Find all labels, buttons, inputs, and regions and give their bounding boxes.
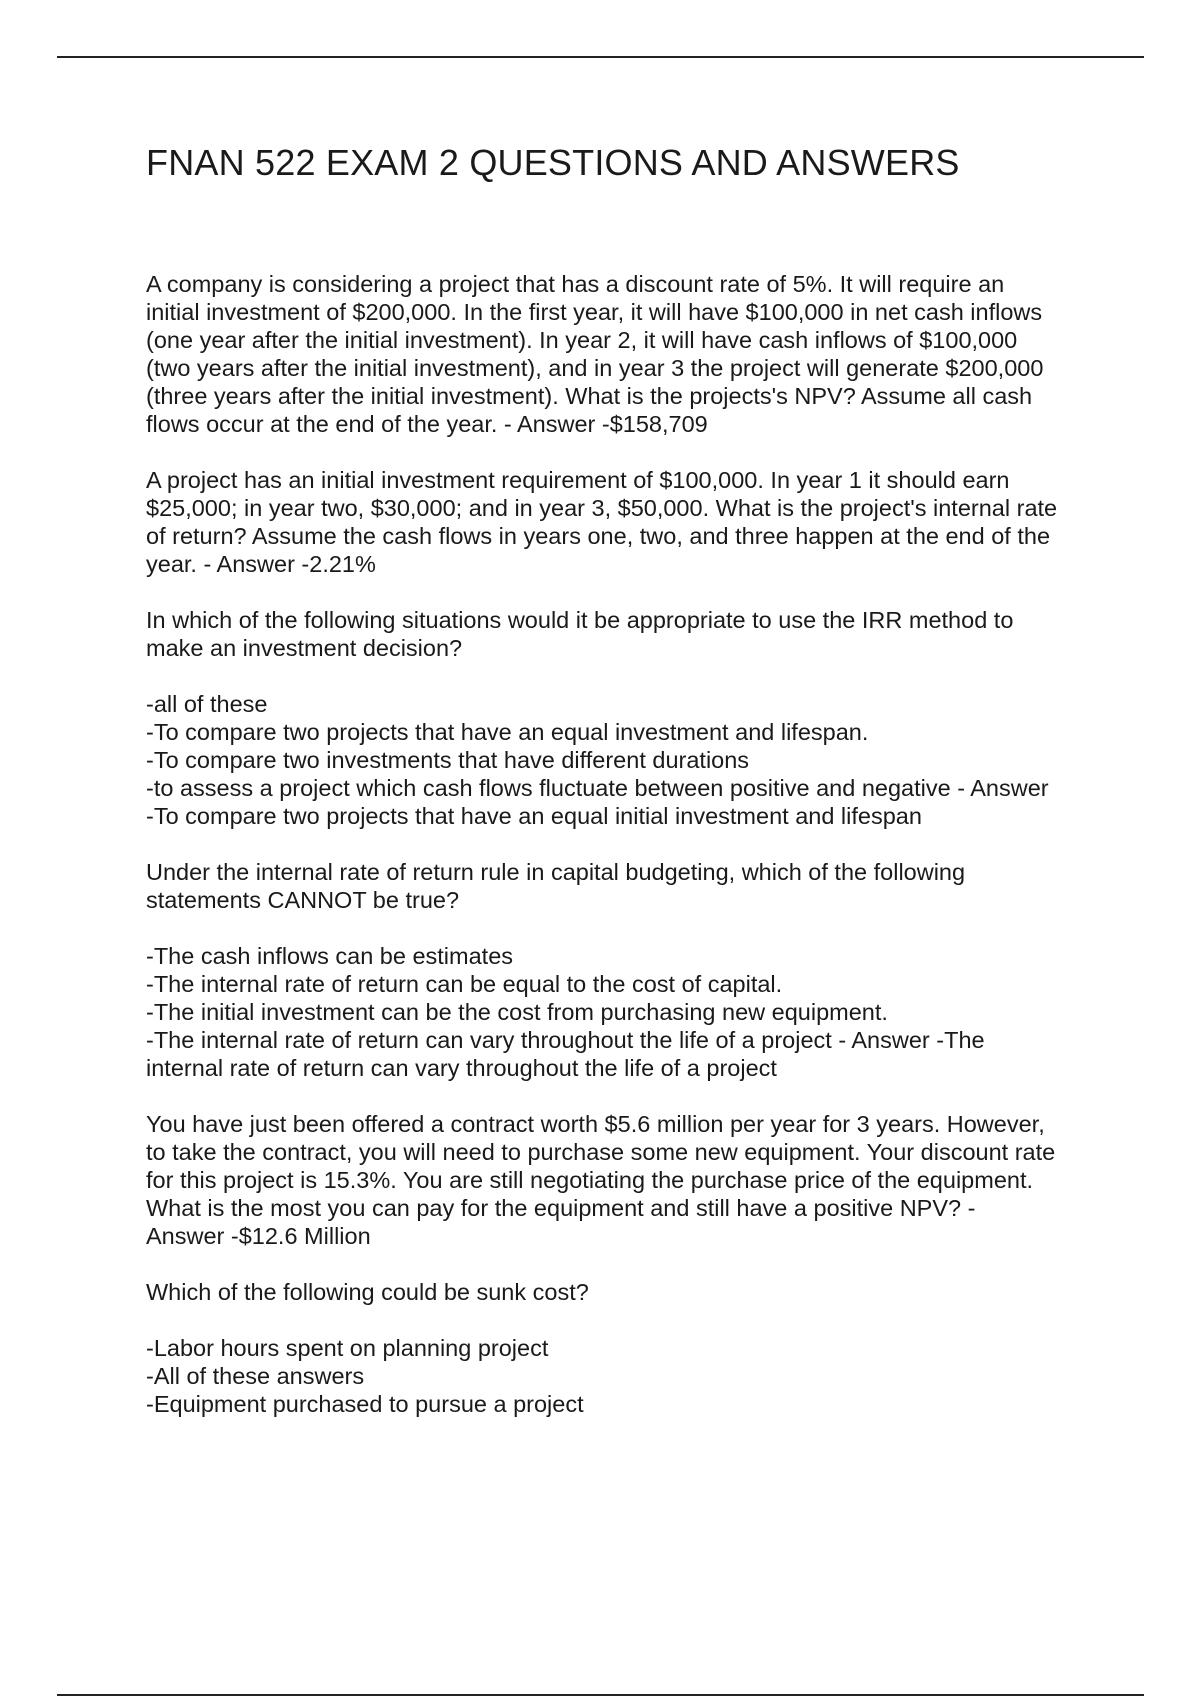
text-line: (three years after the initial investment). What is the projects's NPV? Assume all cash bbox=[146, 383, 1033, 409]
option-line: -To compare two investments that have different durations bbox=[146, 747, 750, 773]
text-line: year. - Answer -2.21% bbox=[146, 551, 376, 577]
question-irr bbox=[146, 466, 1106, 578]
option-line: -The internal rate of return can vary throughout the life of a project - Answer -The bbox=[146, 1027, 985, 1053]
text-line: statements CANNOT be true? bbox=[146, 887, 460, 913]
page-title: FNAN 522 EXAM 2 QUESTIONS AND ANSWERS bbox=[146, 142, 960, 183]
text-line: (two years after the initial investment), and in year 3 the project will generate $200,000 bbox=[146, 355, 1044, 381]
text-line: Which of the following could be sunk cost? bbox=[146, 1279, 589, 1305]
option-line: -all of these bbox=[146, 691, 268, 717]
question-sunk-cost bbox=[146, 1278, 1106, 1306]
option-line: -To compare two projects that have an equal investment and lifespan. bbox=[146, 719, 869, 745]
text-line: Under the internal rate of return rule in capital budgeting, which of the following bbox=[146, 859, 966, 885]
text-line: initial investment of $200,000. In the first year, it will have $100,000 in net cash inflows bbox=[146, 299, 1043, 325]
text-line: A company is considering a project that has a discount rate of 5%. It will require an bbox=[146, 271, 1005, 297]
text-line: A project has an initial investment requirement of $100,000. In year 1 it should earn bbox=[146, 467, 1010, 493]
text-line: make an investment decision? bbox=[146, 635, 463, 661]
options-irr-situations bbox=[146, 690, 1106, 830]
text-line: Answer -$12.6 Million bbox=[146, 1223, 371, 1249]
option-line: -Equipment purchased to pursue a project bbox=[146, 1391, 584, 1417]
option-line: -The cash inflows can be estimates bbox=[146, 943, 514, 969]
question-contract bbox=[146, 1110, 1106, 1250]
text-line: You have just been offered a contract worth $5.6 million per year for 3 years. However, bbox=[146, 1111, 1045, 1137]
question-irr-rule bbox=[146, 858, 1106, 914]
option-line: -To compare two projects that have an equal initial investment and lifespan bbox=[146, 803, 922, 829]
text-line: (one year after the initial investment). In year 2, it will have cash inflows of $100,000 bbox=[146, 327, 1018, 353]
question-irr-situations bbox=[146, 606, 1106, 662]
options-irr-rule bbox=[146, 942, 1106, 1082]
text-line: of return? Assume the cash flows in years one, two, and three happen at the end of the bbox=[146, 523, 1051, 549]
text-line: What is the most you can pay for the equipment and still have a positive NPV? - bbox=[146, 1195, 976, 1221]
bottom-rule bbox=[57, 1694, 1144, 1696]
text-line: to take the contract, you will need to purchase some new equipment. Your discount rate bbox=[146, 1139, 1056, 1165]
option-line: internal rate of return can vary throughout the life of a project bbox=[146, 1055, 777, 1081]
text-line: $25,000; in year two, $30,000; and in year 3, $50,000. What is the project's internal rate bbox=[146, 495, 1058, 521]
text-line: for this project is 15.3%. You are still negotiating the purchase price of the equipment. bbox=[146, 1167, 1034, 1193]
option-line: -All of these answers bbox=[146, 1363, 365, 1389]
options-sunk-cost bbox=[146, 1334, 1106, 1418]
text-line: flows occur at the end of the year. - Answer -$158,709 bbox=[146, 411, 708, 437]
option-line: -Labor hours spent on planning project bbox=[146, 1335, 549, 1361]
question-npv bbox=[146, 270, 1106, 438]
document-body bbox=[146, 270, 1106, 1446]
option-line: -The initial investment can be the cost from purchasing new equipment. bbox=[146, 999, 888, 1025]
top-rule bbox=[57, 56, 1144, 58]
option-line: -to assess a project which cash flows fluctuate between positive and negative - Answer bbox=[146, 775, 1049, 801]
option-line: -The internal rate of return can be equal to the cost of capital. bbox=[146, 971, 783, 997]
text-line: In which of the following situations would it be appropriate to use the IRR method to bbox=[146, 607, 1014, 633]
